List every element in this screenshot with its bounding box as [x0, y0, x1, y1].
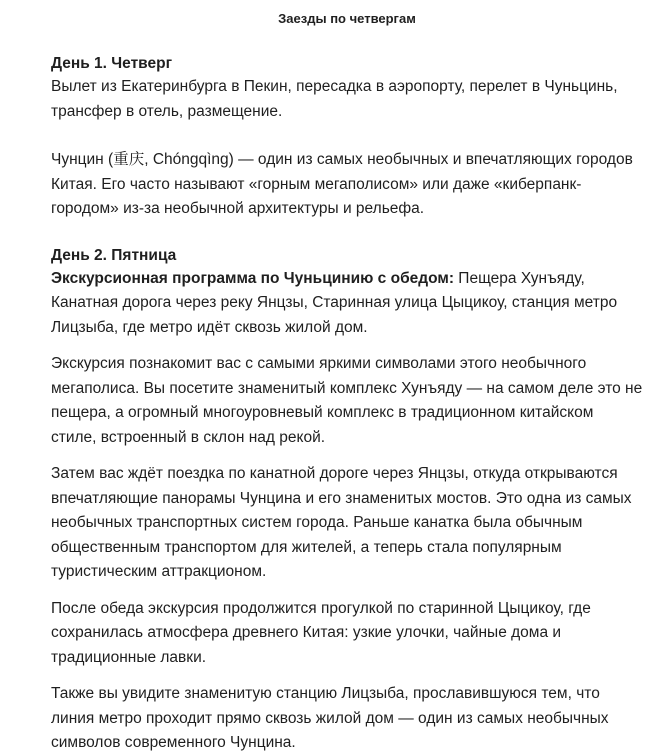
- document-title: Заезды по четвергам: [278, 11, 416, 26]
- excursion-program-details: Пещера Хунъяду, Канатная дорога через реку Янцзы, Старинная улица Цыцикоу, станция метро Лицзыба, где метро идёт сквозь жилой дом.: [51, 269, 618, 336]
- excursion-paragraph-2: Затем вас ждёт поездка по канатной дороге через Янцзы, откуда открываются впечатляющие панорамы Чунцина и его знаменитых мостов. Это одна из самых необычных транспортных систем города. Раньше канатка была обычным общественным транспортом для жителей, а теперь стала популярным туристическим аттракционом.: [51, 465, 632, 580]
- excursion-program-title: Экскурсионная программа по Чуньцинию с обедом:: [51, 269, 454, 287]
- excursion-paragraph-4: Также вы увидите знаменитую станцию Лицзыба, прославившуюся тем, что линия метро проходит прямо сквозь жилой дом — один из самых необычных символов современного Чунцина.: [51, 685, 609, 751]
- chongqing-description: Чунцин (重庆, Chóngqìng) — один из самых необычных и впечатляющих городов Китая. Его часто называют «горным мегаполисом» или даже «киберпанк-городом» из-за необычной архитектуры и рельефа.: [51, 151, 633, 217]
- day-1-heading: День 1. Четверг: [51, 55, 173, 72]
- excursion-paragraph-3: После обеда экскурсия продолжится прогулкой по старинной Цыцикоу, где сохранилась атмосфера древнего Китая: узкие улочки, чайные дома и традиционные лавки.: [51, 599, 591, 666]
- day-1-itinerary: Вылет из Екатеринбурга в Пекин, пересадка в аэропорту, перелет в Чуньцинь, трансфер в отель, размещение.: [51, 78, 618, 120]
- excursion-program: [51, 267, 643, 341]
- day-2-section: [51, 244, 643, 756]
- day-2-heading: День 2. Пятница: [51, 246, 177, 264]
- excursion-paragraph-1: Экскурсия познакомит вас с самыми яркими символами этого необычного мегаполиса. Вы посетите знаменитый комплекс Хунъяду — на самом деле это не пещера, а огромный многоуровневый комплекс в традиционном китайском стиле, встроенный в склон над рекой.: [51, 355, 643, 446]
- day-1-section: [51, 52, 643, 222]
